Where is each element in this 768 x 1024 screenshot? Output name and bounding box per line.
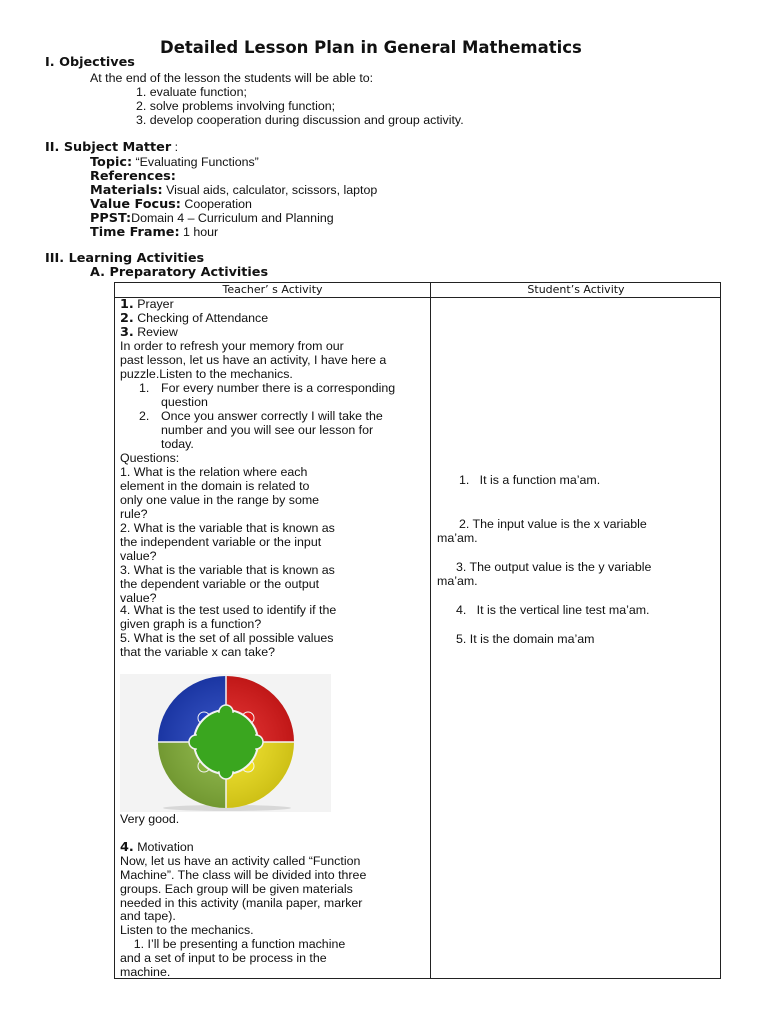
question-line: value? [120, 591, 157, 605]
question-line: 3. What is the variable that is known as [120, 563, 335, 577]
motivation-text: groups. Each group will be given materials [120, 882, 353, 896]
mechanic-text: For every number there is a corresponding [161, 381, 396, 395]
time-frame-line: Time Frame: 1 hour [90, 225, 219, 240]
mechanic-text: question [161, 395, 208, 409]
mechanic-number: 1. [139, 381, 150, 395]
objective-item: 1. evaluate function; [136, 85, 247, 99]
learning-activities-heading: III. Learning Activities [45, 251, 205, 266]
objectives-intro: At the end of the lesson the students will be able to: [90, 71, 374, 85]
motivation-text: Machine”. The class will be divided into three [120, 868, 367, 882]
attendance-item: 2. Checking of Attendance [120, 311, 269, 326]
review-item: 3. Review [120, 325, 178, 340]
page-title: Detailed Lesson Plan in General Mathematics [160, 38, 582, 57]
ppst-line: PPST:Domain 4 – Curriculum and Planning [90, 211, 334, 226]
header-divider [115, 297, 720, 298]
questions-label: Questions: [120, 451, 180, 465]
motivation-item: 4. Motivation [120, 840, 194, 855]
puzzle-circle-icon [120, 674, 331, 812]
student-answer: 1. It is a function ma’am. [459, 473, 601, 487]
column-divider [430, 283, 431, 978]
question-line: 2. What is the variable that is known as [120, 521, 335, 535]
review-text: puzzle.Listen to the mechanics. [120, 367, 293, 381]
mechanic-text: today. [161, 437, 194, 451]
review-text: past lesson, let us have an activity, I have here a [120, 353, 387, 367]
teacher-column-header: Teacher’ s Activity [222, 283, 323, 296]
value-focus-line: Value Focus: Cooperation [90, 197, 252, 212]
question-line: rule? [120, 507, 148, 521]
objective-item: 3. develop cooperation during discussion and group activity. [136, 113, 464, 127]
prayer-item: 1. Prayer [120, 297, 174, 312]
student-answer: ma’am. [437, 574, 478, 588]
motivation-text: Now, let us have an activity called “Function [120, 854, 361, 868]
final-mechanic-text: 1. I’ll be presenting a function machine [120, 937, 346, 951]
question-line: 4. What is the test used to identify if the [120, 603, 337, 617]
preparatory-activities-heading: A. Preparatory Activities [90, 265, 269, 280]
motivation-text: and tape). [120, 909, 176, 923]
student-answer: 2. The input value is the x variable [459, 517, 647, 531]
subject-matter-heading: II. Subject Matter : [45, 140, 179, 155]
mechanic-text: number and you will see our lesson for [161, 423, 374, 437]
very-good-text: Very good. [120, 812, 180, 826]
mechanic-number: 2. [139, 409, 150, 423]
question-line: only one value in the range by some [120, 493, 320, 507]
final-mechanic-text: machine. [120, 965, 171, 979]
question-line: 1. What is the relation where each [120, 465, 308, 479]
question-line: value? [120, 549, 157, 563]
question-line: element in the domain is related to [120, 479, 310, 493]
question-line: that the variable x can take? [120, 645, 275, 659]
materials-line: Materials: Visual aids, calculator, scissors, laptop [90, 183, 378, 198]
student-column-header: Student’s Activity [527, 283, 625, 296]
student-answer: ma’am. [437, 531, 478, 545]
motivation-text: Listen to the mechanics. [120, 923, 254, 937]
motivation-text: needed in this activity (manila paper, marker [120, 896, 363, 910]
objective-item: 2. solve problems involving function; [136, 99, 336, 113]
puzzle-image [120, 674, 331, 812]
objectives-heading: I. Objectives [45, 55, 135, 70]
mechanic-text: Once you answer correctly I will take the [161, 409, 383, 423]
student-answer: 5. It is the domain ma’am [456, 632, 595, 646]
final-mechanic-text: and a set of input to be process in the [120, 951, 327, 965]
student-answer: 4. It is the vertical line test ma’am. [456, 603, 650, 617]
question-line: the independent variable or the input [120, 535, 322, 549]
question-line: 5. What is the set of all possible values [120, 631, 334, 645]
question-line: given graph is a function? [120, 617, 262, 631]
references-line: References: [90, 169, 176, 184]
topic-line: Topic: “Evaluating Functions” [90, 155, 259, 170]
student-answer: 3. The output value is the y variable [456, 560, 652, 574]
question-line: the dependent variable or the output [120, 577, 320, 591]
review-text: In order to refresh your memory from our [120, 339, 344, 353]
